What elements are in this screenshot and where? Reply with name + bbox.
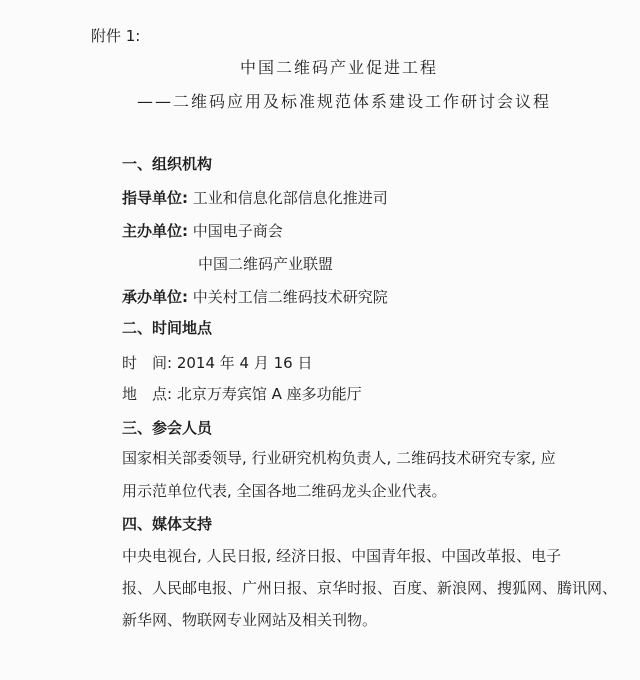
section-heading-org: 一、组织机构 [122,155,213,173]
participants-line-2: 用示范单位代表, 全国各地二维码龙头企业代表。 [122,482,447,500]
document-title: 中国二维码产业促进工程 [240,58,439,77]
section-heading-media: 四、媒体支持 [122,515,213,533]
host-unit-row [122,221,283,241]
host-unit-value-1: 中国电子商会 [192,222,283,240]
guide-unit-value: 工业和信息化部信息化推进司 [192,189,388,207]
host-unit-value-2: 中国二维码产业联盟 [198,255,334,273]
media-line-3: 新华网、物联网专业网站及相关刊物。 [122,611,378,629]
document-subtitle: ——二维码应用及标准规范体系建设工作研讨会议程 [137,92,552,111]
guide-unit-label: 指导单位: [122,189,188,207]
guide-unit-row [122,188,388,208]
organizer-unit-row [122,287,388,307]
section-heading-participants: 三、参会人员 [122,419,213,437]
media-line-1: 中央电视台, 人民日报, 经济日报、中国青年报、中国改革报、电子 [122,547,562,565]
participants-line-1: 国家相关部委领导, 行业研究机构负责人, 二维码技术研究专家, 应 [122,449,556,467]
attachment-label: 附件 1: [91,27,141,45]
event-place: 地 点: 北京万寿宾馆 A 座多功能厅 [122,385,362,403]
section-heading-time-place: 二、时间地点 [122,319,213,337]
organizer-unit-label: 承办单位: [122,288,188,306]
event-time: 时 间: 2014 年 4 月 16 日 [122,354,313,372]
host-unit-label: 主办单位: [122,222,188,240]
media-line-2: 报、人民邮电报、广州日报、京华时报、百度、新浪网、搜狐网、腾讯网、 [122,579,618,597]
organizer-unit-value: 中关村工信二维码技术研究院 [192,288,388,306]
